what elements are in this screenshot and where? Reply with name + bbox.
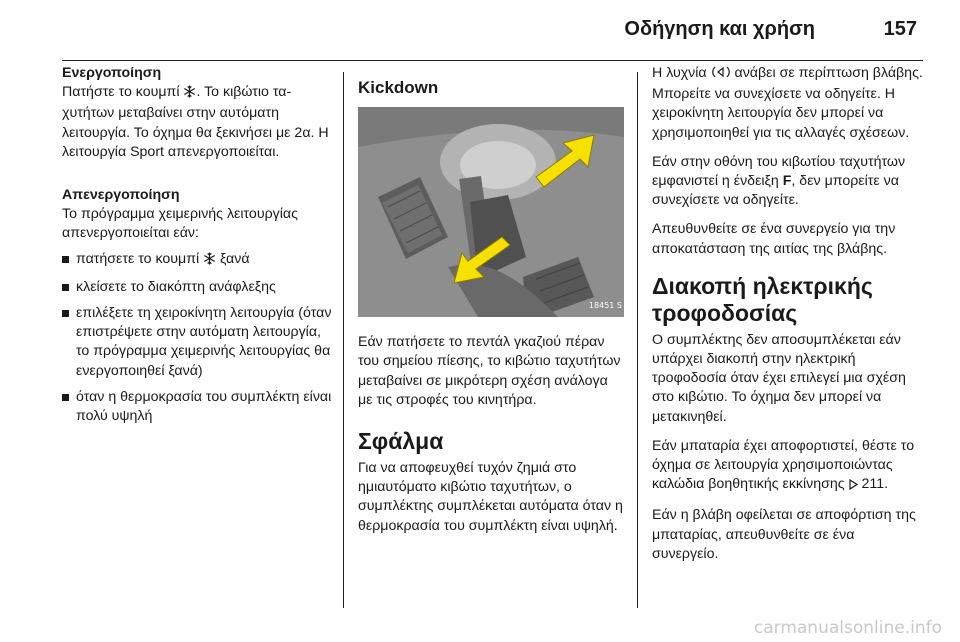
column-1 <box>62 64 334 433</box>
column-divider <box>637 72 638 608</box>
deactivation-list <box>62 250 334 427</box>
activation-text: Πατήστε το κουμπί . Το κιβώτιο ταχυτήτων μεταβαίνει στην αυτόματη λειτουργία. Το όχημα θα ξεκινήσει με 2α. Η λειτουργία Sport απενεργοποιείται. <box>62 84 329 160</box>
pedal-illustration <box>358 107 624 317</box>
deactivation-intro: Το πρόγραμμα χειμερινής λειτουργίας απενεργοποιείται εάν: <box>62 206 298 242</box>
jump-start-text: Εάν μπαταρία έχει αποφορτιστεί, θέστε το όχημα σε λειτουργία χρησιμοποιώντας καλώδια βοηθητικής εκκίνησης 211. <box>652 437 924 497</box>
activation-heading: Ενεργοποίηση <box>62 65 162 81</box>
kickdown-heading: Kickdown <box>358 78 439 97</box>
fault-heading: Σφάλμα <box>358 428 444 455</box>
battery-text: Εάν η βλάβη οφείλεται σε αποφόρτιση της μπαταρίας, απευθυνθείτε σε ένα συνεργείο. <box>652 507 916 562</box>
column-3 <box>652 64 924 574</box>
gearbox-warning-icon <box>711 65 731 85</box>
workshop-text: Απευθυνθείτε σε ένα συνεργείο για την αποκατάσταση της αιτίας της βλάβης. <box>652 221 896 257</box>
watermark: carmanualsonline.info <box>753 618 942 638</box>
snowflake-icon <box>203 252 216 271</box>
power-interruption-text: Ο συμπλέκτης δεν αποσυμπλέκεται εάν υπάρχει διακοπή στην ηλεκτρική τροφοδοσία όταν έχει επιλεγεί μια σχέση στο κιβώτιο. Το όχημα δεν μπορεί να μετακινηθεί. <box>652 331 906 425</box>
list-item: όταν η θερμοκρασία του συμπλέκτη είναι πολύ υψηλή <box>62 388 334 426</box>
page-number: 157 <box>883 18 917 40</box>
power-interruption-heading: Διακοπή ηλεκτρικής τροφοδοσίας <box>652 272 873 326</box>
list-item: πατήσετε το κουμπί ξανά <box>62 250 334 271</box>
page-title: Οδήγηση και χρήση <box>624 18 815 40</box>
page-header <box>62 0 923 61</box>
list-item: κλείσετε το διακόπτη ανάφλεξης <box>62 278 334 297</box>
display-f-text: Εάν στην οθόνη του κιβωτίου ταχυτήτων εμφανιστεί η ένδειξη F, δεν μπορείτε να συνεχίσετε να οδηγείτε. <box>652 153 906 209</box>
list-item: επιλέξετε τη χειροκίνητη λειτουργία (όταν επιστρέψετε στην αυτόματη λειτουργία, το πρόγραμμα χειμερινής λειτουργίας θα ενεργοποιηθεί ξανά) <box>62 304 334 381</box>
fault-lamp-text: Η λυχνία ανάβει σε περίπτωση βλάβης. Μπορείτε να συνεχίσετε να οδηγείτε. Η χειροκίνητη λειτουργία δεν μπορεί να χρησιμοποιηθεί για τις αλλαγές σχέσεων. <box>652 65 923 141</box>
deactivation-heading: Απενεργοποίηση <box>62 187 180 204</box>
column-divider <box>343 72 344 608</box>
column-2 <box>358 64 624 546</box>
kickdown-figure <box>358 107 624 317</box>
page-reference-icon <box>849 477 858 496</box>
snowflake-icon <box>183 85 196 104</box>
figure-code: 18451 S <box>588 301 622 310</box>
fault-text: Για να αποφευχθεί τυχόν ζημιά στο ημιαυτόματο κιβώτιο ταχυτήτων, ο συμπλέκτης συμπλέκεται αυτόματα όταν η θερμοκρασία του συμπλέκτη είναι υψηλή. <box>358 460 623 534</box>
page-reference[interactable]: 211 <box>861 476 885 493</box>
kickdown-text: Εάν πατήσετε το πεντάλ γκαζιού πέραν του σημείου πίεσης, το κιβώτιο ταχυτήτων μεταβαίνει σε μικρότερη σχέση ανάλογα με τις στροφές του κινητήρα. <box>358 334 621 408</box>
